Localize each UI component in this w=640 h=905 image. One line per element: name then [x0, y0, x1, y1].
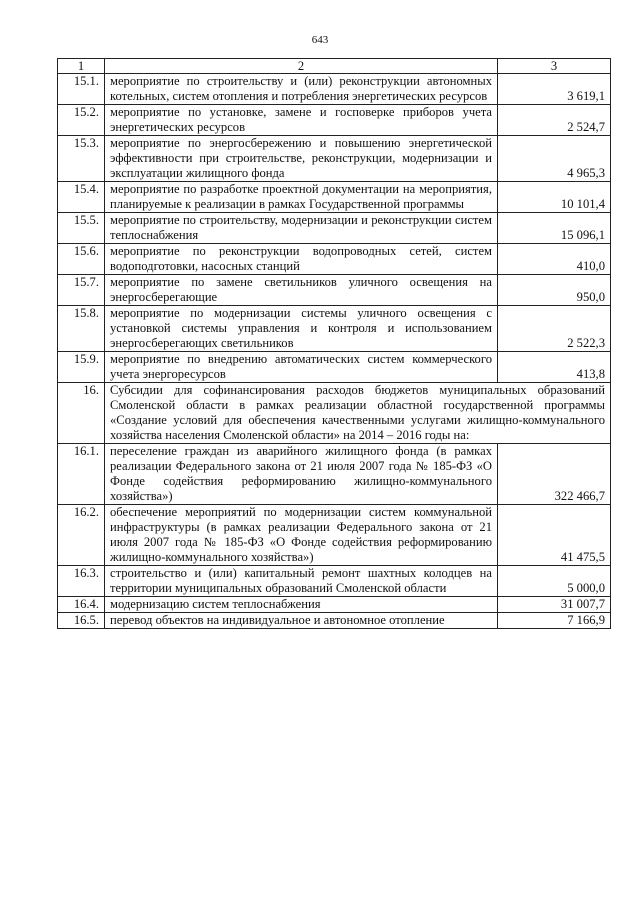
row-number: 16. — [58, 383, 105, 444]
row-description: перевод объектов на индивидуальное и автономное отопление — [105, 613, 498, 629]
row-description: мероприятие по строительству и (или) реконструкции автономных котельных, систем отопления и потребления энергетических ресурсов — [105, 74, 498, 105]
row-description: обеспечение мероприятий по модернизации систем коммунальной инфраструктуры (в рамках реализации Федерального закона от 21 июля 2007 года № 185-ФЗ «О Фонде содействия реформированию жилищно-коммунального хозяйства») — [105, 505, 498, 566]
table-row — [58, 74, 611, 105]
header-col-1: 1 — [58, 59, 105, 74]
row-description: мероприятие по реконструкции водопроводных сетей, систем водоподготовки, насосных станций — [105, 244, 498, 275]
table-row — [58, 505, 611, 566]
row-description: мероприятие по замене светильников уличного освещения на энергосберегающие — [105, 275, 498, 306]
row-value: 7 166,9 — [498, 613, 611, 629]
table-row — [58, 275, 611, 306]
header-col-2: 2 — [105, 59, 498, 74]
row-value: 413,8 — [498, 352, 611, 383]
page-number: 643 — [311, 34, 329, 46]
row-number: 16.4. — [58, 597, 105, 613]
row-value: 4 965,3 — [498, 136, 611, 182]
table-row — [58, 136, 611, 182]
row-value: 410,0 — [498, 244, 611, 275]
row-description: мероприятие по разработке проектной документации на мероприятия, планируемые к реализации в рамках Государственной программы — [105, 182, 498, 213]
table-row — [58, 352, 611, 383]
table-row — [58, 306, 611, 352]
row-description: мероприятие по энергосбережению и повышению энергетической эффективности при строительстве, реконструкции, модернизации и эксплуатации жилищного фонда — [105, 136, 498, 182]
row-number: 15.5. — [58, 213, 105, 244]
row-number: 15.6. — [58, 244, 105, 275]
budget-table — [57, 58, 611, 629]
row-description: модернизацию систем теплоснабжения — [105, 597, 498, 613]
row-number: 16.2. — [58, 505, 105, 566]
row-value: 10 101,4 — [498, 182, 611, 213]
row-description: мероприятие по внедрению автоматических систем коммерческого учета энергоресурсов — [105, 352, 498, 383]
table-row — [58, 213, 611, 244]
table-row — [58, 244, 611, 275]
row-value: 2 524,7 — [498, 105, 611, 136]
row-description: Субсидии для софинансирования расходов бюджетов муниципальных образований Смоленской области в рамках реализации областной государственной программы «Создание условий для обеспечения качественными услугами жилищно-коммунального хозяйства населения Смоленской области» на 2014 – 2016 годы на: — [105, 383, 611, 444]
row-value: 31 007,7 — [498, 597, 611, 613]
row-value: 41 475,5 — [498, 505, 611, 566]
row-value: 15 096,1 — [498, 213, 611, 244]
header-col-3: 3 — [498, 59, 611, 74]
row-value: 322 466,7 — [498, 444, 611, 505]
row-value: 3 619,1 — [498, 74, 611, 105]
row-number: 15.9. — [58, 352, 105, 383]
row-number: 15.8. — [58, 306, 105, 352]
row-description: мероприятие по установке, замене и госповерке приборов учета энергетических ресурсов — [105, 105, 498, 136]
row-value: 950,0 — [498, 275, 611, 306]
table-row — [58, 383, 611, 444]
row-number: 15.4. — [58, 182, 105, 213]
row-number: 15.7. — [58, 275, 105, 306]
table-row — [58, 444, 611, 505]
table-body — [58, 74, 611, 629]
row-description: мероприятие по модернизации системы уличного освещения с установкой системы управления и контроля и использованием энергосберегающих светильников — [105, 306, 498, 352]
row-value: 2 522,3 — [498, 306, 611, 352]
row-number: 15.3. — [58, 136, 105, 182]
row-number: 16.1. — [58, 444, 105, 505]
table-header-row — [58, 59, 611, 74]
table-row — [58, 613, 611, 629]
table-row — [58, 597, 611, 613]
row-number: 16.3. — [58, 566, 105, 597]
row-number: 15.1. — [58, 74, 105, 105]
table-row — [58, 566, 611, 597]
row-description: мероприятие по строительству, модернизации и реконструкции систем теплоснабжения — [105, 213, 498, 244]
table-row — [58, 182, 611, 213]
row-value: 5 000,0 — [498, 566, 611, 597]
row-number: 16.5. — [58, 613, 105, 629]
table-row — [58, 105, 611, 136]
row-description: переселение граждан из аварийного жилищного фонда (в рамках реализации Федерального закона от 21 июля 2007 года № 185-ФЗ «О Фонде содействия реформированию жилищно-коммунального хозяйства») — [105, 444, 498, 505]
row-description: строительство и (или) капитальный ремонт шахтных колодцев на территории муниципальных образований Смоленской области — [105, 566, 498, 597]
row-number: 15.2. — [58, 105, 105, 136]
